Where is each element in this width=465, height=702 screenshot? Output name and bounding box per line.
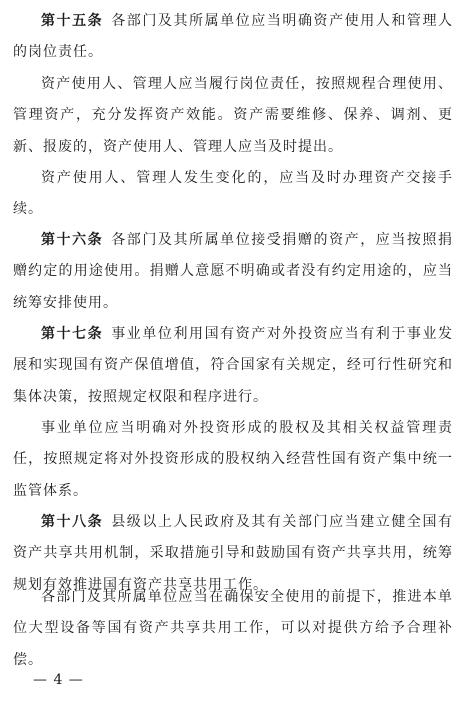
article-heading-17: 第十七条 [41,326,104,342]
paragraph-text: 各部门及其所属单位应当明确资产使用人和管理人的岗位责任。 [13,13,454,61]
paragraph-text: 各部门及其所属单位接受捐赠的资产，应当按照捐赠约定的用途使用。捐赠人意愿不明确或者没有约定用途的，应当统筹安排使用。 [13,232,454,311]
article-heading-16: 第十六条 [41,232,104,248]
paragraph-article-16 [13,225,453,319]
page-number: — 4 — [33,672,84,688]
article-heading-15: 第十五条 [41,13,104,29]
paragraph-article-15 [13,6,453,69]
paragraph-asset-handover [13,163,453,226]
paragraph-investment-equity [13,413,453,507]
paragraph-article-17 [13,319,453,413]
paragraph-text: 事业单位利用国有资产对外投资应当有利于事业发展和实现国有资产保值增值，符合国家有关规定，经可行性研究和集体决策，按照规定权限和程序进行。 [13,326,454,405]
paragraph-text: 事业单位应当明确对外投资形成的股权及其相关权益管理责任，按照规定将对外投资形成的股权纳入经营性国有资产集中统一监管体系。 [13,420,453,499]
paragraph-equipment-sharing [13,582,453,676]
paragraph-text: 县级以上人民政府及其有关部门应当建立健全国有资产共享共用机制，采取措施引导和鼓励国有资产共享共用，统筹规划有效推进国有资产共享共用工作。 [13,514,454,593]
paragraph-text: 各部门及其所属单位应当在确保安全使用的前提下，推进本单位大型设备等国有资产共享共用工作，可以对提供方给予合理补偿。 [13,589,453,668]
paragraph-text: 资产使用人、管理人应当履行岗位责任，按照规程合理使用、管理资产，充分发挥资产效能。资产需要维修、保养、调剂、更新、报废的，资产使用人、管理人应当及时提出。 [13,76,453,155]
paragraph-asset-user-duties [13,69,453,163]
article-heading-18: 第十八条 [41,514,104,530]
paragraph-text: 资产使用人、管理人发生变化的，应当及时办理资产交接手续。 [13,170,453,218]
